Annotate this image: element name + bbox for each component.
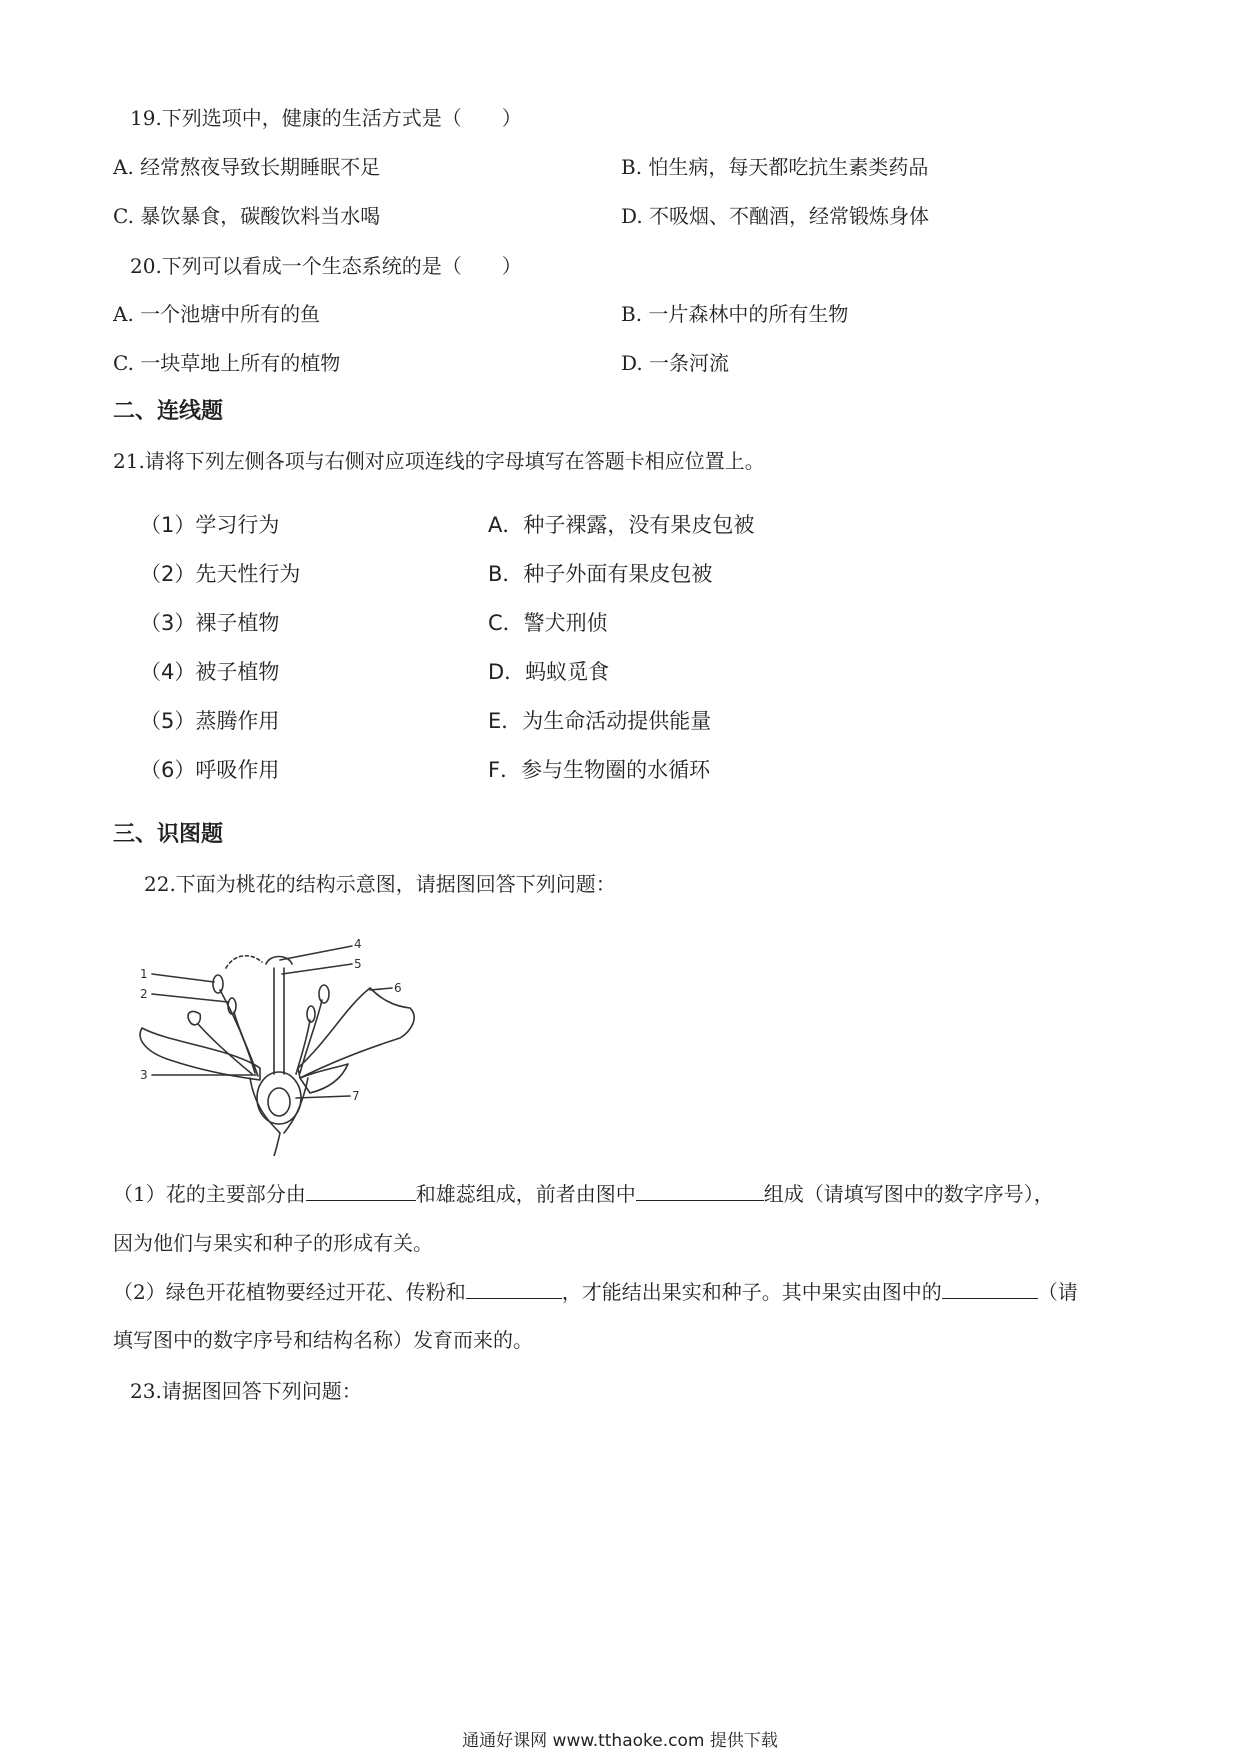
- q22-part2-text-d: 填写图中的数字序号和结构名称）发育而来的。: [113, 1328, 533, 1352]
- q21-right-item: E．为生命活动提供能量: [488, 709, 712, 733]
- q21-left-item: （6）呼吸作用: [140, 758, 280, 782]
- q22-part2-line1: [113, 1278, 1078, 1306]
- q21-right-item: A．种子裸露，没有果皮包被: [488, 513, 755, 537]
- q22-part1-text-b: 和雄蕊组成，前者由图中: [415, 1182, 636, 1206]
- q21-right-item: D．蚂蚁觅食: [488, 660, 610, 684]
- q21-right-item: B．种子外面有果皮包被: [488, 562, 713, 586]
- figure-label-5: 5: [354, 957, 362, 971]
- q20-option-c: C. 一块草地上所有的植物: [113, 351, 341, 375]
- q22-blank-4[interactable]: [942, 1278, 1038, 1299]
- figure-label-6: 6: [394, 981, 402, 995]
- q21-left-item: （4）被子植物: [140, 660, 280, 684]
- diagram-labels: [130, 928, 430, 1156]
- figure-label-1: 1: [140, 967, 148, 981]
- q22-part2-text-b: ，才能结出果实和种子。其中果实由图中的: [561, 1280, 942, 1304]
- figure-label-2: 2: [140, 987, 148, 1001]
- q19-option-a: A. 经常熬夜导致长期睡眠不足: [113, 155, 381, 179]
- q20-option-d: D. 一条河流: [621, 351, 730, 375]
- q22-blank-2[interactable]: [636, 1180, 764, 1201]
- q21-right-item: C．警犬刑侦: [488, 611, 608, 635]
- figure-label-3: 3: [140, 1068, 148, 1082]
- q20-stem: 20.下列可以看成一个生态系统的是（ ）: [130, 254, 522, 278]
- q21-right-item: F．参与生物圈的水循环: [488, 758, 711, 782]
- q22-blank-3[interactable]: [466, 1278, 562, 1299]
- q21-left-item: （5）蒸腾作用: [140, 709, 280, 733]
- q22-stem: 22.下面为桃花的结构示意图，请据图回答下列问题：: [144, 872, 616, 896]
- figure-label-7: 7: [352, 1089, 360, 1103]
- q22-part1-text-c: 组成（请填写图中的数字序号），: [763, 1182, 1054, 1206]
- q23-stem: 23.请据图回答下列问题：: [130, 1379, 362, 1403]
- figure-label-4: 4: [354, 937, 362, 951]
- q19-option-d: D. 不吸烟、不酗酒，经常锻炼身体: [621, 204, 930, 228]
- q20-option-b: B. 一片森林中的所有生物: [621, 302, 849, 326]
- q19-option-b: B. 怕生病，每天都吃抗生素类药品: [621, 155, 929, 179]
- q22-part1-text-a: （1）花的主要部分由: [113, 1182, 306, 1206]
- q20-option-a: A. 一个池塘中所有的鱼: [113, 302, 321, 326]
- q21-left-item: （3）裸子植物: [140, 611, 280, 635]
- q22-part2-text-c: （请: [1037, 1280, 1078, 1304]
- q21-stem: 21.请将下列左侧各项与右侧对应项连线的字母填写在答题卡相应位置上。: [113, 449, 765, 473]
- q19-option-c: C. 暴饮暴食，碳酸饮料当水喝: [113, 204, 381, 228]
- section-heading-figure: 三、识图题: [113, 822, 224, 847]
- page-footer: 通通好课网 www.tthaoke.com 提供下载: [462, 1731, 778, 1751]
- q22-part1-text-d: 因为他们与果实和种子的形成有关。: [113, 1231, 433, 1255]
- q19-stem: 19.下列选项中，健康的生活方式是（ ）: [130, 106, 522, 130]
- q22-part1-line1: [113, 1180, 1054, 1208]
- q21-left-item: （2）先天性行为: [140, 562, 301, 586]
- q22-blank-1[interactable]: [306, 1180, 416, 1201]
- q21-left-item: （1）学习行为: [140, 513, 280, 537]
- q22-part2-text-a: （2）绿色开花植物要经过开花、传粉和: [113, 1280, 466, 1304]
- section-heading-matching: 二、连线题: [113, 399, 224, 424]
